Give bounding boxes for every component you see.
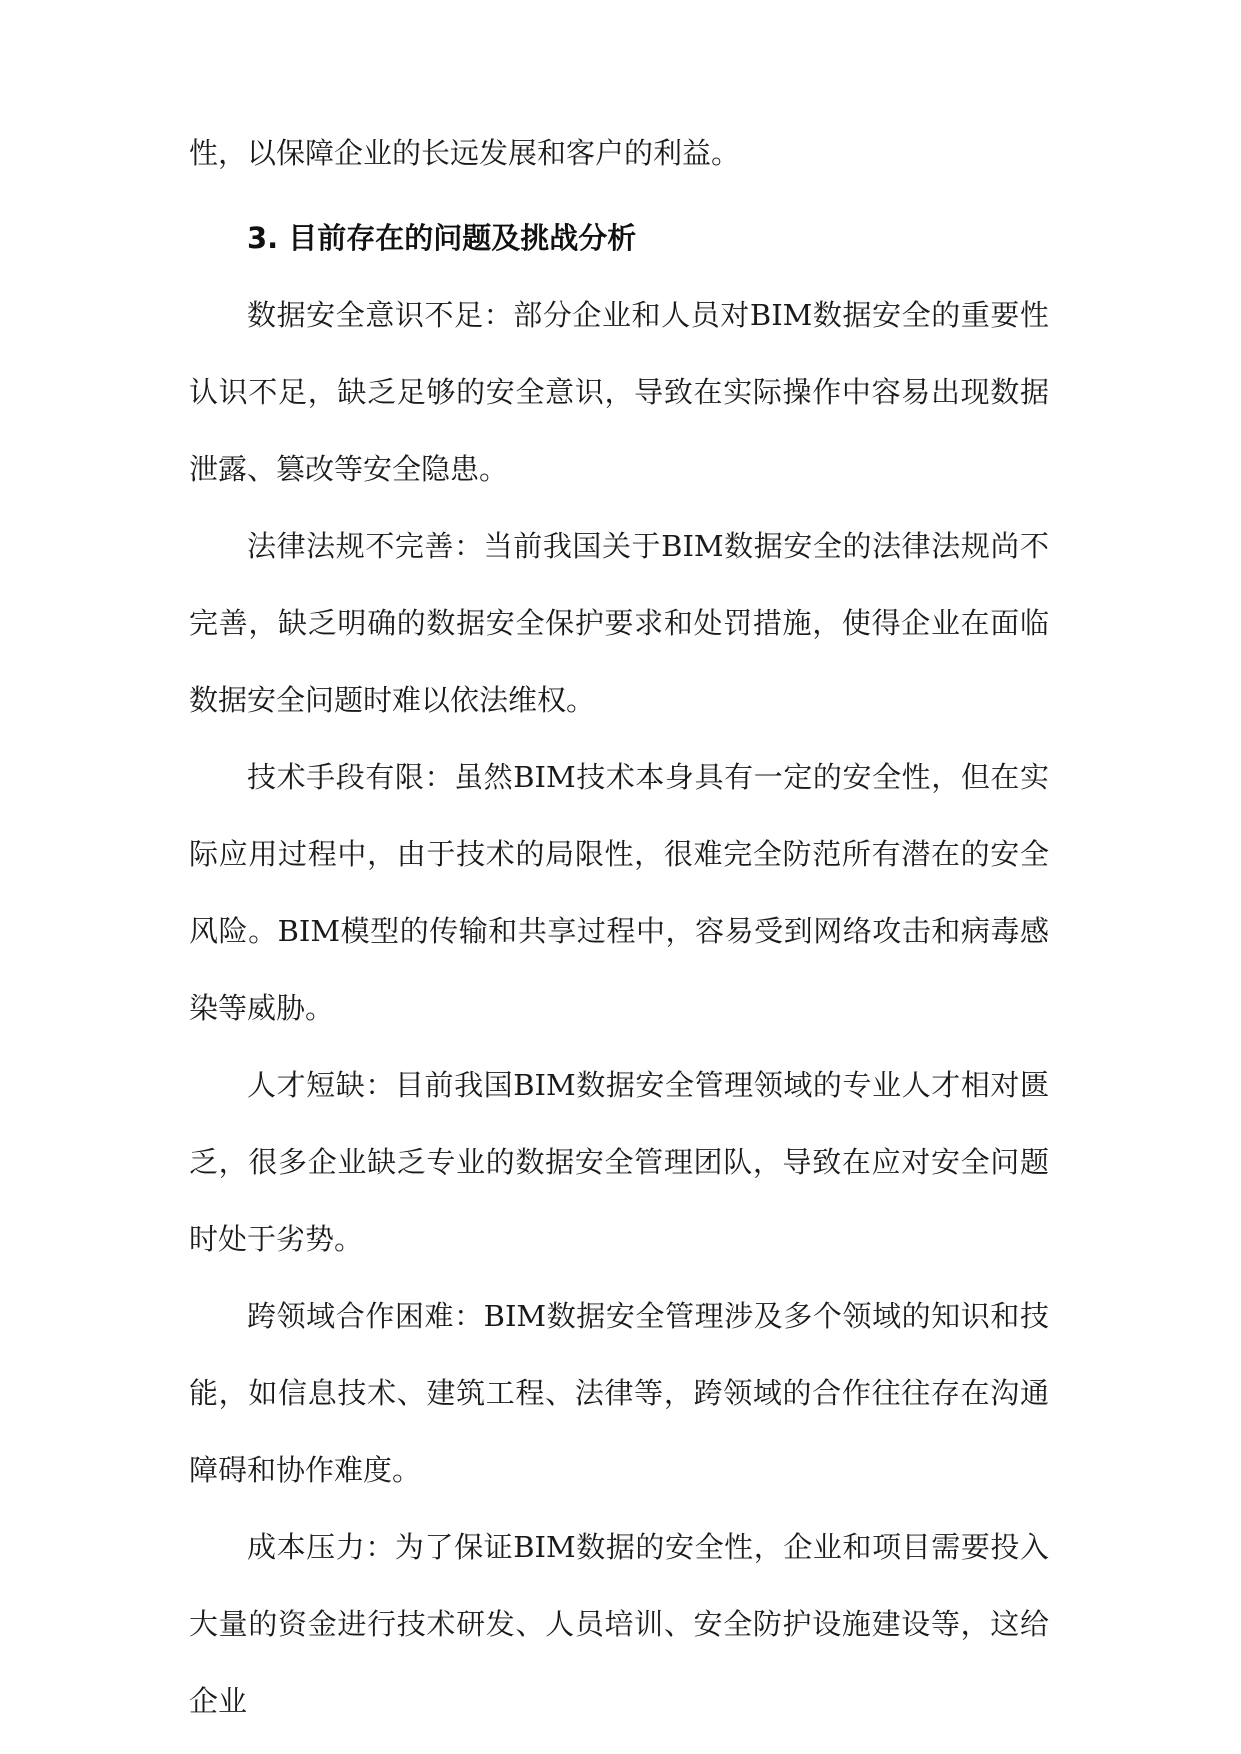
paragraph-data-awareness: 数据安全意识不足：部分企业和人员对BIM数据安全的重要性认识不足，缺乏足够的安全意识，导致在实际操作中容易出现数据泄露、篡改等安全隐患。 xyxy=(189,298,1049,486)
paragraph-technical-means: 技术手段有限：虽然BIM技术本身具有一定的安全性，但在实际应用过程中，由于技术的局限性，很难完全防范所有潜在的安全风险。BIM模型的传输和共享过程中，容易受到网络攻击和病毒感染等威胁。 xyxy=(189,760,1049,1025)
lead-paragraph: 性，以保障企业的长远发展和客户的利益。 xyxy=(189,136,741,170)
paragraph-cross-domain: 跨领域合作困难：BIM数据安全管理涉及多个领域的知识和技能，如信息技术、建筑工程、法律等，跨领域的合作往往存在沟通障碍和协作难度。 xyxy=(189,1299,1049,1487)
paragraph-talent-shortage: 人才短缺：目前我国BIM数据安全管理领域的专业人才相对匮乏，很多企业缺乏专业的数据安全管理团队，导致在应对安全问题时处于劣势。 xyxy=(189,1068,1049,1256)
document-body xyxy=(189,115,1049,1740)
paragraph-cost-pressure: 成本压力：为了保证BIM数据的安全性，企业和项目需要投入大量的资金进行技术研发、人员培训、安全防护设施建设等，这给企业 xyxy=(189,1530,1049,1718)
section-heading: 3. 目前存在的问题及挑战分析 xyxy=(247,221,637,255)
paragraph-laws-regulations: 法律法规不完善：当前我国关于BIM数据安全的法律法规尚不完善，缺乏明确的数据安全保护要求和处罚措施，使得企业在面临数据安全问题时难以依法维权。 xyxy=(189,529,1049,717)
spacer xyxy=(189,192,1049,200)
